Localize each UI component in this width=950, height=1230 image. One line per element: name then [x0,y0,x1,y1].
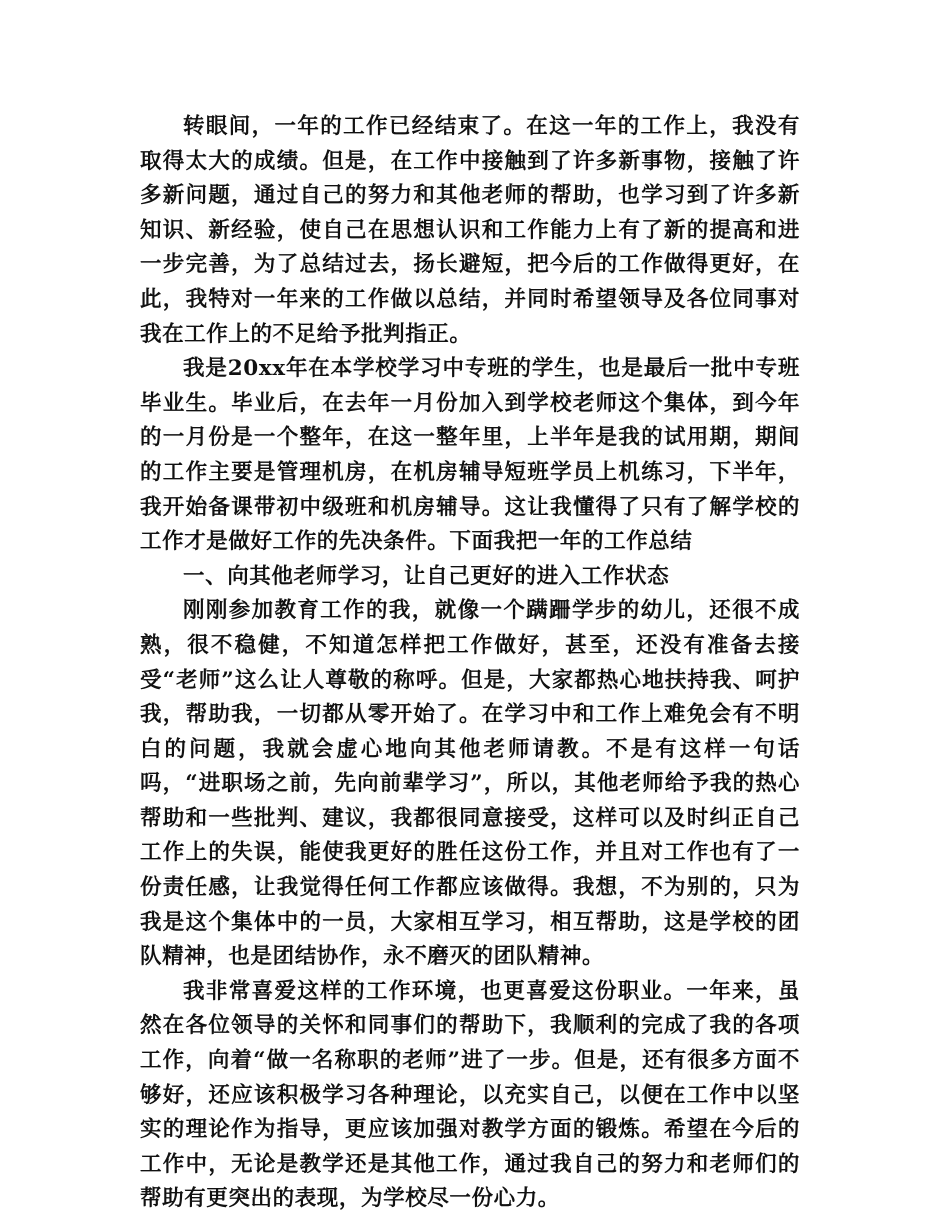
paragraph-intro: 转眼间，一年的工作已经结束了。在这一年的工作上，我没有取得太大的成绩。但是，在工作中接触到了许多新事物，接触了许多新问题，通过自己的努力和其他老师的帮助，也学习到了许多新知识、新经验，使自己在思想认识和工作能力上有了新的提高和进一步完善，为了总结过去，扬长避短，把今后的工作做得更好，在此，我特对一年来的工作做以总结，并同时希望领导及各位同事对我在工作上的不足给予批判指正。 [140,114,800,347]
section-heading-1: 一、向其他老师学习，让自己更好的进入工作状态 [183,563,670,589]
paragraph-learning: 刚刚参加教育工作的我，就像一个蹒跚学步的幼儿，还很不成熟，很不稳健，不知道怎样把工作做好，甚至，还没有准备去接受“老师”这么让人尊敬的称呼。但是，大家都热心地扶持我、呵护我，帮助我，一切都从零开始了。在学习中和工作上难免会有不明白的问题，我就会虚心地向其他老师请教。不是有这样一句话吗，“进职场之前，先向前辈学习”，所以，其他老师给予我的热心帮助和一些批判、建议，我都很同意接受，这样可以及时纠正自己工作上的失误，能使我更好的胜任这份工作，并且对工作也有了一份责任感，让我觉得任何工作都应该做得。我想，不为别的，只为我是这个集体中的一员，大家相互学习，相互帮助，这是学校的团队精神，也是团结协作，永不磨灭的团队精神。 [140,598,800,970]
paragraph-conclusion: 我非常喜爱这样的工作环境，也更喜爱这份职业。一年来，虽然在各位领导的关怀和同事们的帮助下，我顺利的完成了我的各项工作，向着“做一名称职的老师”进了一步。但是，还有很多方面不够好，还应该积极学习各种理论，以充实自己，以便在工作中以坚实的理论作为指导，更应该加强对教学方面的锻炼。希望在今后的工作中，无论是教学还是其他工作，通过我自己的努力和老师们的帮助有更突出的表现，为学校尽一份心力。 [140,978,800,1212]
document-body [140,110,800,1217]
paragraph-background: 我是20xx年在本学校学习中专班的学生，也是最后一批中专班毕业生。毕业后，在去年一月份加入到学校老师这个集体，到今年的一月份是一个整年，在这一整年里，上半年是我的试用期，期间的工作主要是管理机房，在机房辅导短班学员上机练习，下半年，我开始备课带初中级班和机房辅导。这让我懂得了只有了解学校的工作才是做好工作的先决条件。下面我把一年的工作总结 [140,356,800,555]
